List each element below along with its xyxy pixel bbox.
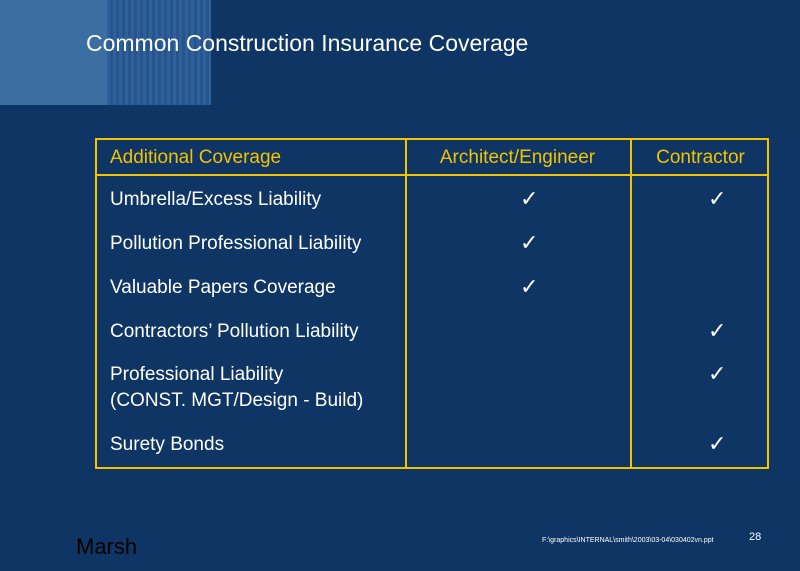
header-contractor: Contractor xyxy=(656,147,745,168)
brand-logo-text: Marsh xyxy=(76,534,138,559)
coverage-table xyxy=(95,138,769,469)
header-architect-engineer: Architect/Engineer xyxy=(439,147,596,168)
check-icon: ✓ xyxy=(520,231,539,256)
file-path: F:\graphics\INTERNAL\smith\2003\03-04\030402vn.ppt xyxy=(542,537,714,544)
header-additional-coverage: Additional Coverage xyxy=(110,147,282,168)
check-icon: ✓ xyxy=(708,432,727,457)
check-icon: ✓ xyxy=(708,362,727,387)
header-divider xyxy=(97,174,767,176)
column-divider xyxy=(405,140,407,467)
column-divider xyxy=(630,140,632,467)
page-number: 28 xyxy=(749,531,762,543)
check-icon: ✓ xyxy=(520,187,539,212)
check-icon: ✓ xyxy=(708,319,727,344)
coverage-label: Contractors’ Pollution Liability xyxy=(110,321,359,342)
coverage-label: Umbrella/Excess Liability xyxy=(110,189,322,210)
check-icon: ✓ xyxy=(520,275,539,300)
check-icon: ✓ xyxy=(708,187,727,212)
coverage-label: Valuable Papers Coverage xyxy=(110,277,336,298)
coverage-label: Professional Liability (CONST. MGT/Design - Build) xyxy=(110,364,364,411)
slide-title: Common Construction Insurance Coverage xyxy=(86,30,529,56)
coverage-label: Surety Bonds xyxy=(110,434,225,455)
coverage-label: Pollution Professional Liability xyxy=(110,233,362,254)
